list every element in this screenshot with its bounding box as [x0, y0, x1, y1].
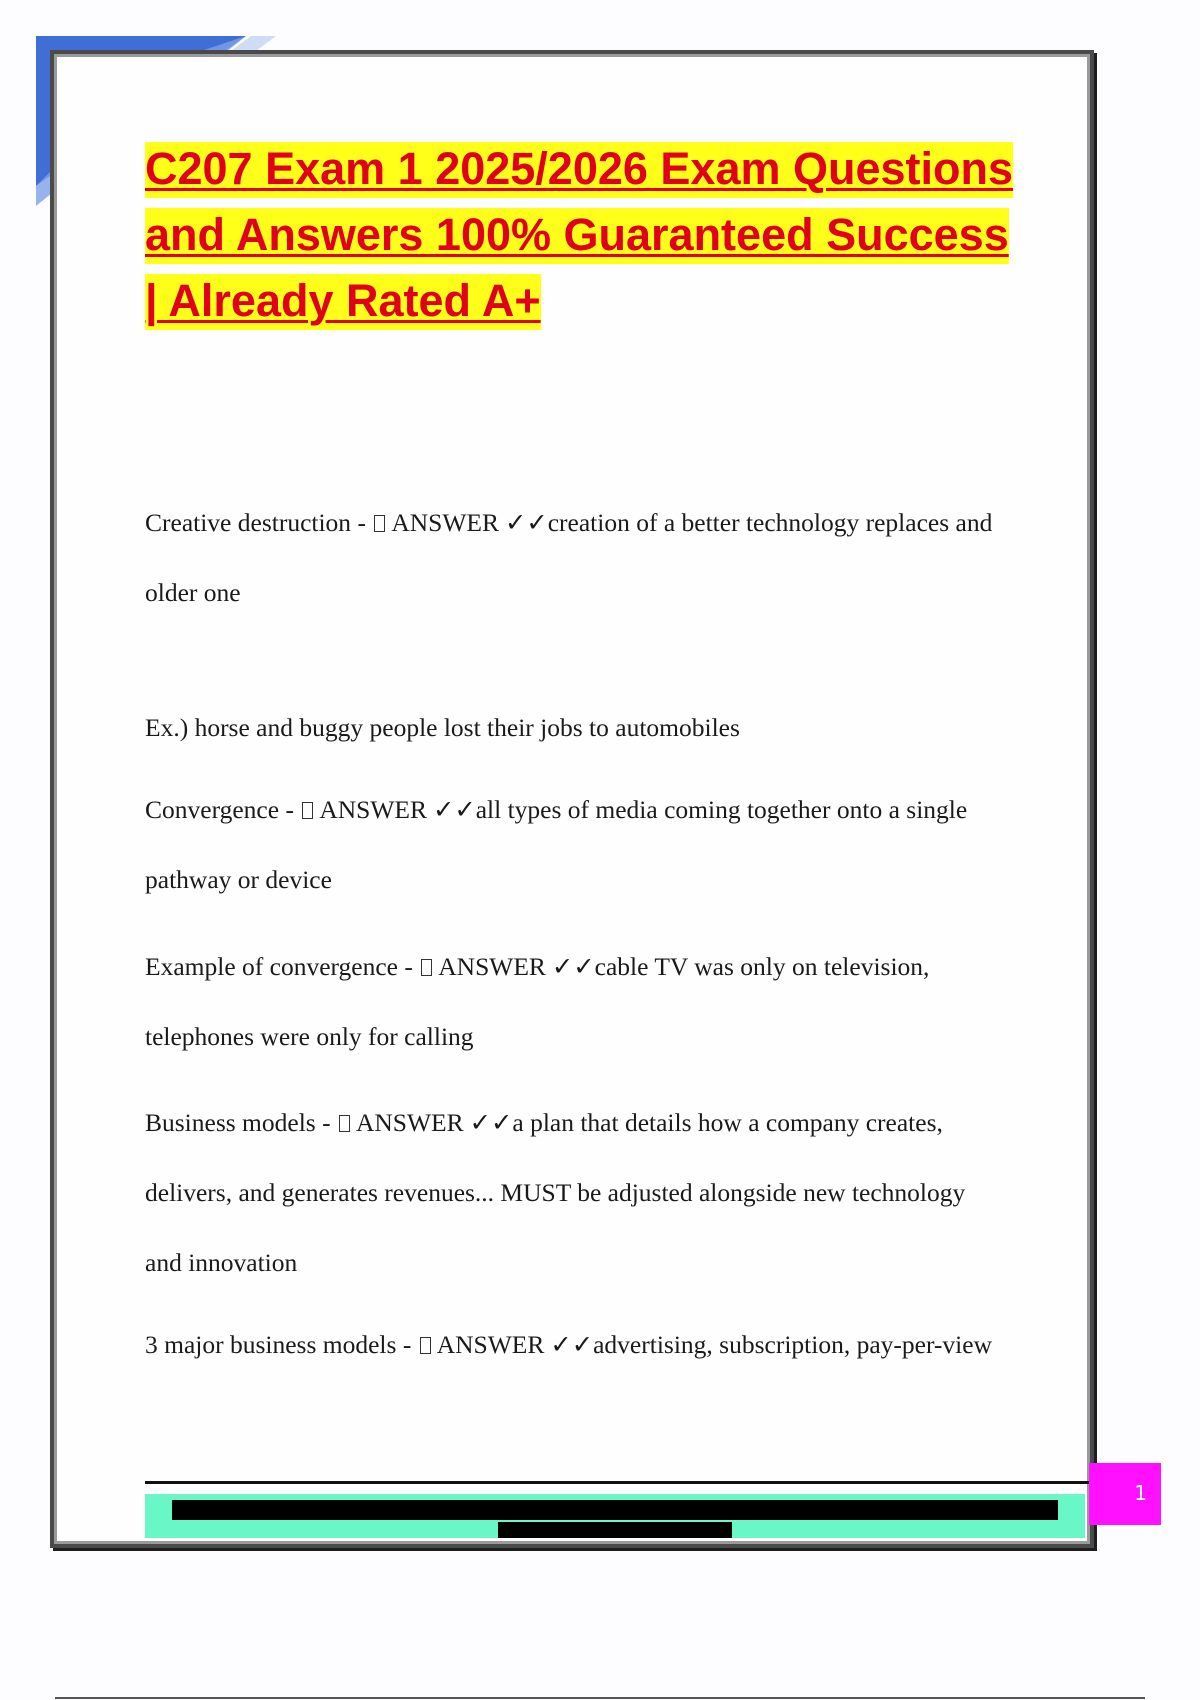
answer-label: ANSWER — [438, 952, 546, 981]
missing-glyph-box-icon — [421, 959, 432, 976]
qa-answer-line-3: and innovation — [145, 1248, 298, 1277]
footer-rule — [145, 1481, 1090, 1484]
qa-item-example-of-convergence — [145, 949, 1105, 1055]
qa-term: Creative destruction - — [145, 508, 372, 537]
title-line-1: C207 Exam 1 2025/2026 Exam Questions — [145, 142, 1013, 198]
double-check-icon: ✓✓ — [469, 1108, 513, 1138]
qa-item-creative-destruction — [145, 505, 1105, 611]
double-check-icon: ✓✓ — [551, 952, 595, 982]
title-line-2: and Answers 100% Guaranteed Success — [145, 208, 1009, 264]
answer-label: ANSWER — [319, 795, 427, 824]
missing-glyph-box-icon — [339, 1115, 350, 1132]
qa-item-convergence — [145, 792, 1105, 898]
qa-answer-line-1: a plan that details how a company creates, — [512, 1108, 943, 1137]
title-line-3: | Already Rated A+ — [145, 274, 541, 330]
qa-answer-line-2: delivers, and generates revenues... MUST be adjusted alongside new technology — [145, 1178, 966, 1207]
double-check-icon: ✓✓ — [504, 508, 548, 538]
answer-label: ANSWER — [355, 1108, 464, 1137]
answer-label: ANSWER — [391, 508, 499, 537]
qa-item-business-models — [145, 1105, 1105, 1281]
qa-term: Convergence - — [145, 795, 300, 824]
qa-answer-line-2: pathway or device — [145, 865, 332, 894]
double-check-icon: ✓✓ — [432, 795, 476, 825]
missing-glyph-box-icon — [374, 515, 385, 532]
qa-term: Example of convergence - — [145, 952, 419, 981]
qa-answer-line-2: older one — [145, 578, 241, 607]
footer-redaction-bar-short — [498, 1522, 732, 1538]
answer-label: ANSWER — [436, 1330, 545, 1359]
qa-example-text: Ex.) horse and buggy people lost their jobs to automobiles — [145, 713, 740, 742]
qa-answer-line-2: telephones were only for calling — [145, 1022, 474, 1051]
missing-glyph-box-icon — [420, 1337, 431, 1354]
qa-answer-line-1: all types of media coming together onto a single — [475, 795, 968, 824]
footer-redaction-bar — [172, 1500, 1058, 1520]
qa-term: 3 major business models - — [145, 1330, 418, 1359]
page-number-badge: 1 — [1089, 1463, 1161, 1525]
bottom-divider — [55, 1697, 1145, 1699]
qa-answer-line-1: cable TV was only on television, — [594, 952, 930, 981]
qa-item-3-major-business-models — [145, 1327, 1105, 1363]
qa-term: Business models - — [145, 1108, 337, 1137]
double-check-icon: ✓✓ — [550, 1330, 594, 1360]
qa-answer-line-1: creation of a better technology replaces and — [547, 508, 993, 537]
document-title — [145, 142, 1105, 340]
qa-answer-line-1: advertising, subscription, pay-per-view — [593, 1330, 992, 1359]
missing-glyph-box-icon — [302, 802, 313, 819]
